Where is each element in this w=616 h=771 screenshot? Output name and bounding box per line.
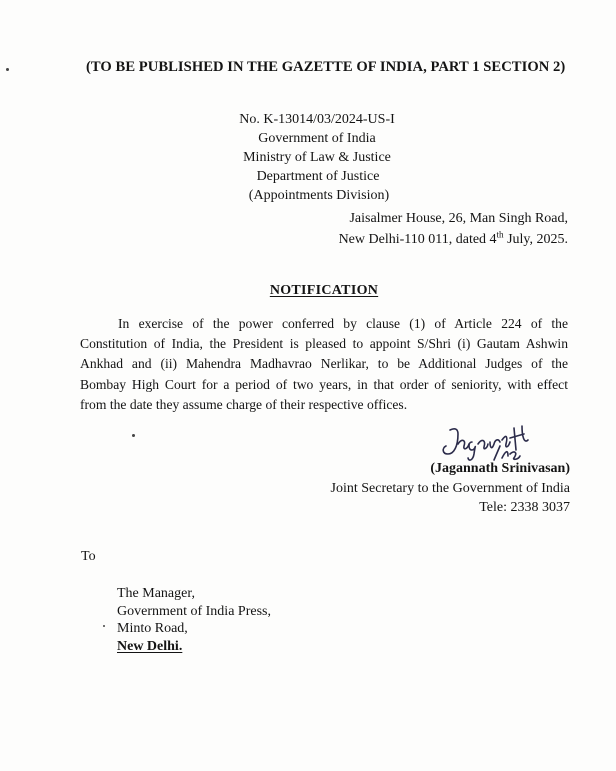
recipient-address xyxy=(117,585,271,655)
address-and-date xyxy=(339,208,568,250)
body-line: from the date they assume charge of their respective offices. xyxy=(80,396,408,412)
notification-body xyxy=(80,314,568,415)
signatory-name: (Jagannath Srinivasan) xyxy=(430,461,570,476)
signatory-telephone: Tele: 2338 3037 xyxy=(479,500,570,515)
address-date-suffix: July, 2025. xyxy=(503,232,568,247)
to-label: To xyxy=(81,549,96,564)
recipient-line: Government of India Press, xyxy=(117,603,271,619)
ministry-name: Ministry of Law & Justice xyxy=(243,150,391,165)
scan-speck xyxy=(6,68,9,71)
division-name: (Appointments Division) xyxy=(248,188,390,203)
recipient-line: The Manager, xyxy=(117,586,195,601)
body-line: Constitution of India, the President is pleased to appoint S/Shri (i) Gautam Ashwin xyxy=(80,336,568,352)
scan-speck xyxy=(103,625,105,627)
department-name: Department of Justice xyxy=(256,169,380,184)
recipient-city: New Delhi. xyxy=(117,638,183,654)
scan-speck xyxy=(132,434,135,437)
recipient-line: Minto Road, xyxy=(117,621,188,636)
office-reference-block xyxy=(0,110,616,205)
gazette-header: (TO BE PUBLISHED IN THE GAZETTE OF INDIA, PART 1 SECTION 2) xyxy=(86,59,566,75)
government-name: Government of India xyxy=(258,131,376,146)
notification-title-row xyxy=(0,283,616,299)
address-date-prefix: New Delhi-110 011, dated 4 xyxy=(338,232,497,247)
date-ordinal-suffix: th xyxy=(496,229,504,240)
address-date-line xyxy=(339,229,568,250)
address-line: Jaisalmer House, 26, Man Singh Road, xyxy=(349,211,568,226)
body-line: In exercise of the power conferred by clause (1) of Article 224 of the xyxy=(118,316,568,331)
file-number: No. K-13014/03/2024-US-I xyxy=(239,112,395,127)
notification-title: NOTIFICATION xyxy=(269,283,379,298)
body-line: Bombay High Court for a period of two years, in that order of seniority, with effect xyxy=(80,376,568,392)
body-line: Ankhad and (ii) Mahendra Madhavrao Nerlikar, to be Additional Judges of the xyxy=(80,356,568,372)
signatory-designation: Joint Secretary to the Government of India xyxy=(330,480,570,496)
signatory-block xyxy=(331,459,570,518)
